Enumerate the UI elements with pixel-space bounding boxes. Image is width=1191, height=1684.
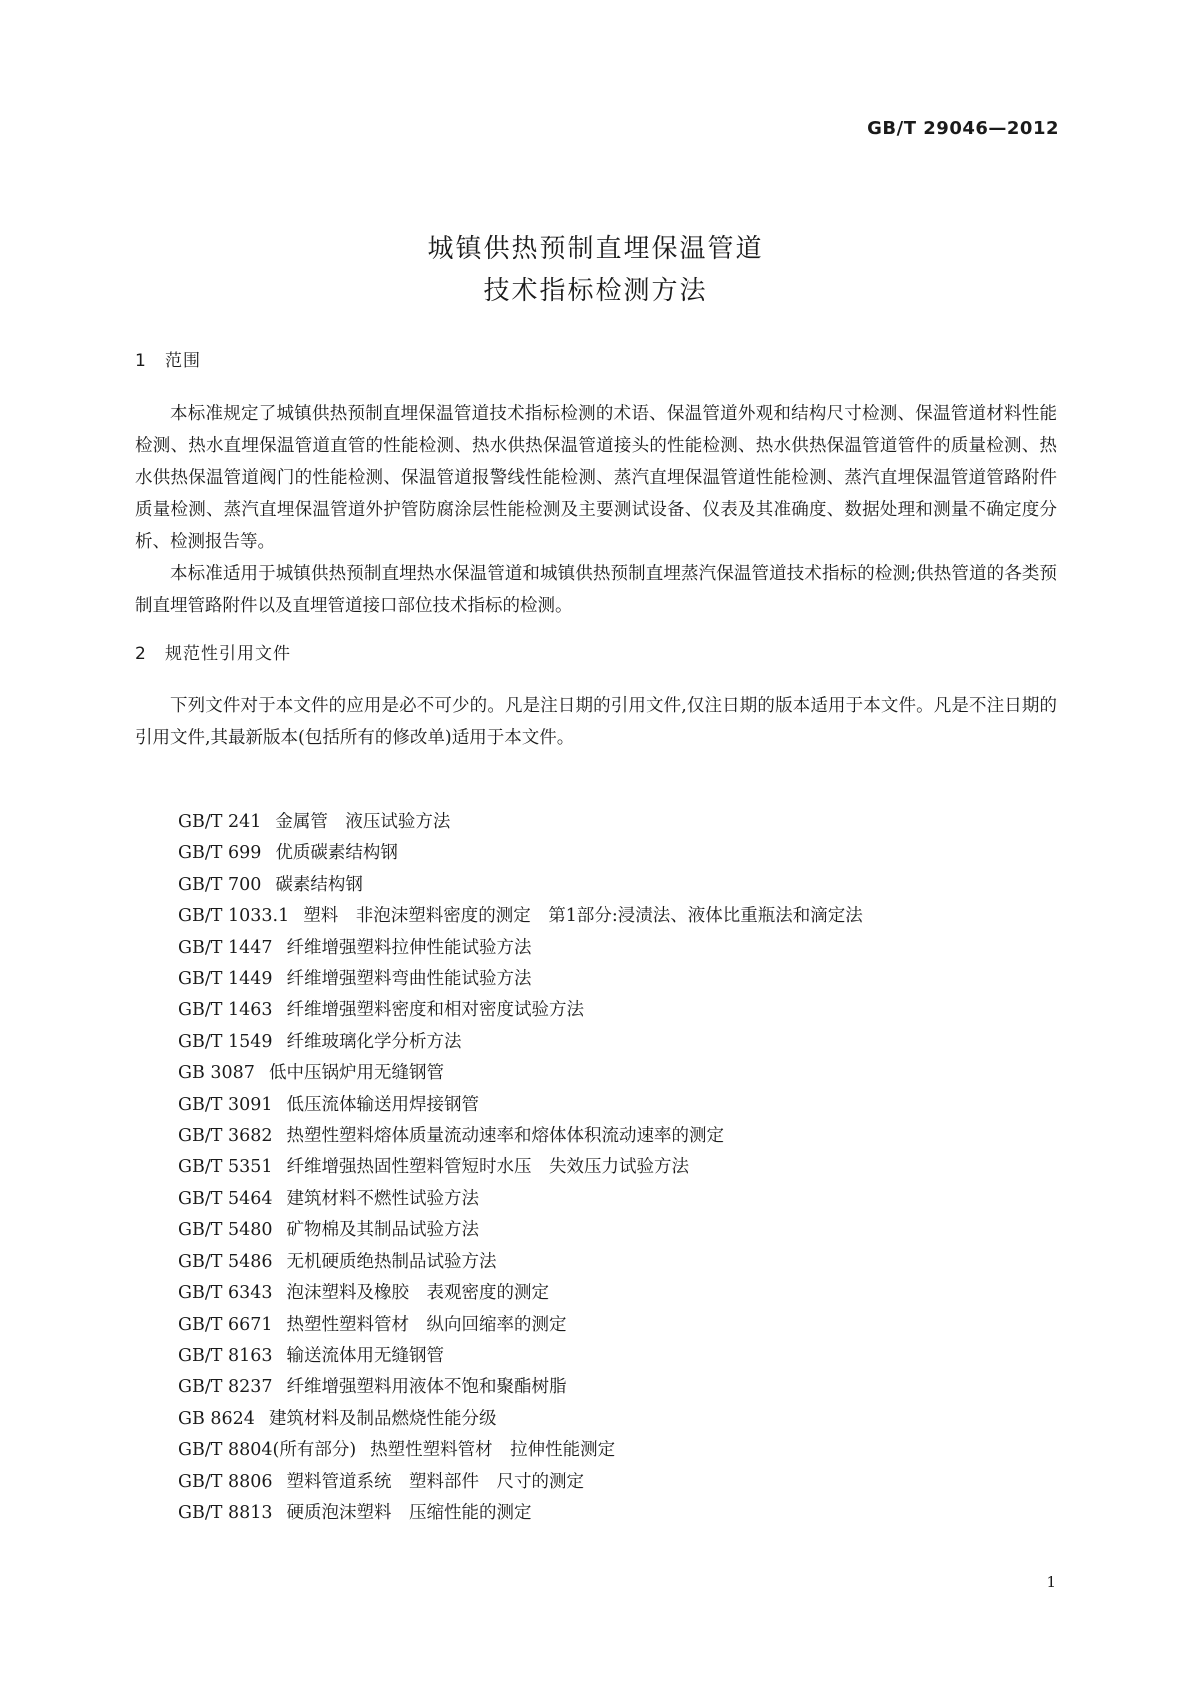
reference-title: 低压流体输送用焊接钢管 (286, 1094, 480, 1115)
scope-paragraph-2: 本标准适用于城镇供热预制直埋热水保温管道和城镇供热预制直埋蒸汽保温管道技术指标的检测;供热管道的各类预制直埋管路附件以及直埋管道接口部位技术指标的检测。 (135, 564, 1057, 616)
reference-code: GB/T 5351 (178, 1157, 273, 1178)
reference-title: 金属管 液压试验方法 (275, 812, 451, 832)
section-1-number: 1 (135, 351, 147, 371)
reference-item (178, 1310, 863, 1341)
reference-item (178, 1341, 863, 1372)
reference-code: GB/T 5464 (178, 1188, 273, 1209)
reference-title: 热塑性塑料管材 拉伸性能测定 (370, 1440, 616, 1461)
reference-title: 纤维增强塑料拉伸性能试验方法 (286, 937, 532, 958)
reference-title: 纤维增强塑料密度和相对密度试验方法 (286, 1000, 585, 1021)
reference-item (178, 1090, 863, 1121)
reference-code: GB/T 1463 (178, 1000, 273, 1021)
scope-paragraph-1: 本标准规定了城镇供热预制直埋保温管道技术指标检测的术语、保温管道外观和结构尺寸检测、保温管道材料性能检测、热水直埋保温管道直管的性能检测、热水供热保温管道接头的性能检测、热水供热保温管道管件的质量检测、热水供热保温管道阀门的性能检测、保温管道报警线性能检测、蒸汽直埋保温管道性能检测、蒸汽直埋保温管道管路附件质量检测、蒸汽直埋保温管道外护管防腐涂层性能检测及主要测试设备、仪表及其准确度、数据处理和测量不确定度分析、检测报告等。 (135, 404, 1057, 552)
reference-code: GB/T 3682 (178, 1126, 273, 1147)
reference-code: GB/T 8804(所有部分) (178, 1440, 357, 1461)
reference-title: 碳素结构钢 (275, 874, 363, 895)
reference-code: GB/T 8237 (178, 1377, 273, 1398)
reference-code: GB/T 8813 (178, 1502, 273, 1523)
reference-code: GB/T 241 (178, 812, 262, 832)
reference-item (178, 870, 863, 901)
reference-code: GB 8624 (178, 1408, 255, 1429)
reference-code: GB/T 700 (178, 874, 262, 895)
reference-item (178, 838, 863, 869)
section-2-number: 2 (135, 644, 147, 664)
reference-code: GB/T 5486 (178, 1251, 273, 1272)
reference-item (178, 1247, 863, 1278)
reference-code: GB/T 6671 (178, 1314, 273, 1335)
section-1-title: 范围 (165, 351, 201, 371)
reference-item (178, 807, 863, 838)
reference-title: 塑料管道系统 塑料部件 尺寸的测定 (286, 1471, 585, 1492)
reference-item (178, 1372, 863, 1403)
reference-item (178, 901, 863, 932)
reference-item (178, 1121, 863, 1152)
reference-title: 优质碳素结构钢 (275, 843, 398, 864)
reference-item (178, 995, 863, 1026)
reference-item (178, 964, 863, 995)
reference-code: GB/T 699 (178, 843, 262, 864)
references-intro: 下列文件对于本文件的应用是必不可少的。凡是注日期的引用文件,仅注日期的版本适用于本文件。凡是不注日期的引用文件,其最新版本(包括所有的修改单)适用于本文件。 (135, 696, 1057, 748)
reference-item (178, 1404, 863, 1435)
section-2-heading (135, 639, 291, 664)
reference-code: GB/T 1449 (178, 969, 273, 990)
reference-item (178, 1498, 863, 1529)
reference-item (178, 1058, 863, 1089)
title-line-2: 技术指标检测方法 (483, 276, 708, 306)
reference-title: 建筑材料不燃性试验方法 (286, 1188, 480, 1209)
reference-title: 纤维增强热固性塑料管短时水压 失效压力试验方法 (286, 1157, 690, 1178)
reference-title: 硬质泡沫塑料 压缩性能的测定 (286, 1502, 532, 1523)
section-1-heading (135, 346, 201, 371)
reference-item (178, 1027, 863, 1058)
reference-item (178, 1184, 863, 1215)
reference-title: 泡沫塑料及橡胶 表观密度的测定 (286, 1283, 550, 1304)
reference-item (178, 1215, 863, 1246)
reference-code: GB/T 1447 (178, 937, 273, 958)
reference-title: 塑料 非泡沫塑料密度的测定 第1部分:浸渍法、液体比重瓶法和滴定法 (303, 906, 863, 927)
reference-code: GB/T 3091 (178, 1094, 273, 1115)
reference-item (178, 1435, 863, 1466)
document-title (0, 228, 1191, 312)
reference-title: 建筑材料及制品燃烧性能分级 (268, 1408, 497, 1429)
reference-code: GB/T 1033.1 (178, 906, 290, 927)
reference-title: 输送流体用无缝钢管 (286, 1345, 445, 1366)
reference-title: 纤维增强塑料用液体不饱和聚酯树脂 (286, 1377, 567, 1398)
reference-title: 纤维增强塑料弯曲性能试验方法 (286, 969, 532, 990)
reference-item (178, 933, 863, 964)
reference-title: 无机硬质绝热制品试验方法 (286, 1251, 497, 1272)
reference-code: GB/T 8806 (178, 1471, 273, 1492)
reference-item (178, 1152, 863, 1183)
reference-title: 低中压锅炉用无缝钢管 (268, 1063, 444, 1084)
reference-code: GB/T 6343 (178, 1283, 273, 1304)
reference-item (178, 1278, 863, 1309)
reference-code: GB/T 1549 (178, 1031, 273, 1052)
reference-code: GB 3087 (178, 1063, 255, 1084)
section-2-title: 规范性引用文件 (165, 644, 291, 664)
reference-item (178, 1467, 863, 1498)
reference-title: 纤维玻璃化学分析方法 (286, 1031, 462, 1052)
page-number: 1 (1046, 1573, 1056, 1591)
reference-code: GB/T 5480 (178, 1220, 273, 1241)
reference-title: 热塑性塑料管材 纵向回缩率的测定 (286, 1314, 567, 1335)
title-line-1: 城镇供热预制直埋保温管道 (427, 234, 764, 264)
reference-title: 矿物棉及其制品试验方法 (286, 1220, 480, 1241)
reference-list (178, 807, 863, 1529)
standard-code: GB/T 29046—2012 (867, 118, 1059, 139)
reference-title: 热塑性塑料熔体质量流动速率和熔体体积流动速率的测定 (286, 1126, 725, 1147)
reference-code: GB/T 8163 (178, 1345, 273, 1366)
